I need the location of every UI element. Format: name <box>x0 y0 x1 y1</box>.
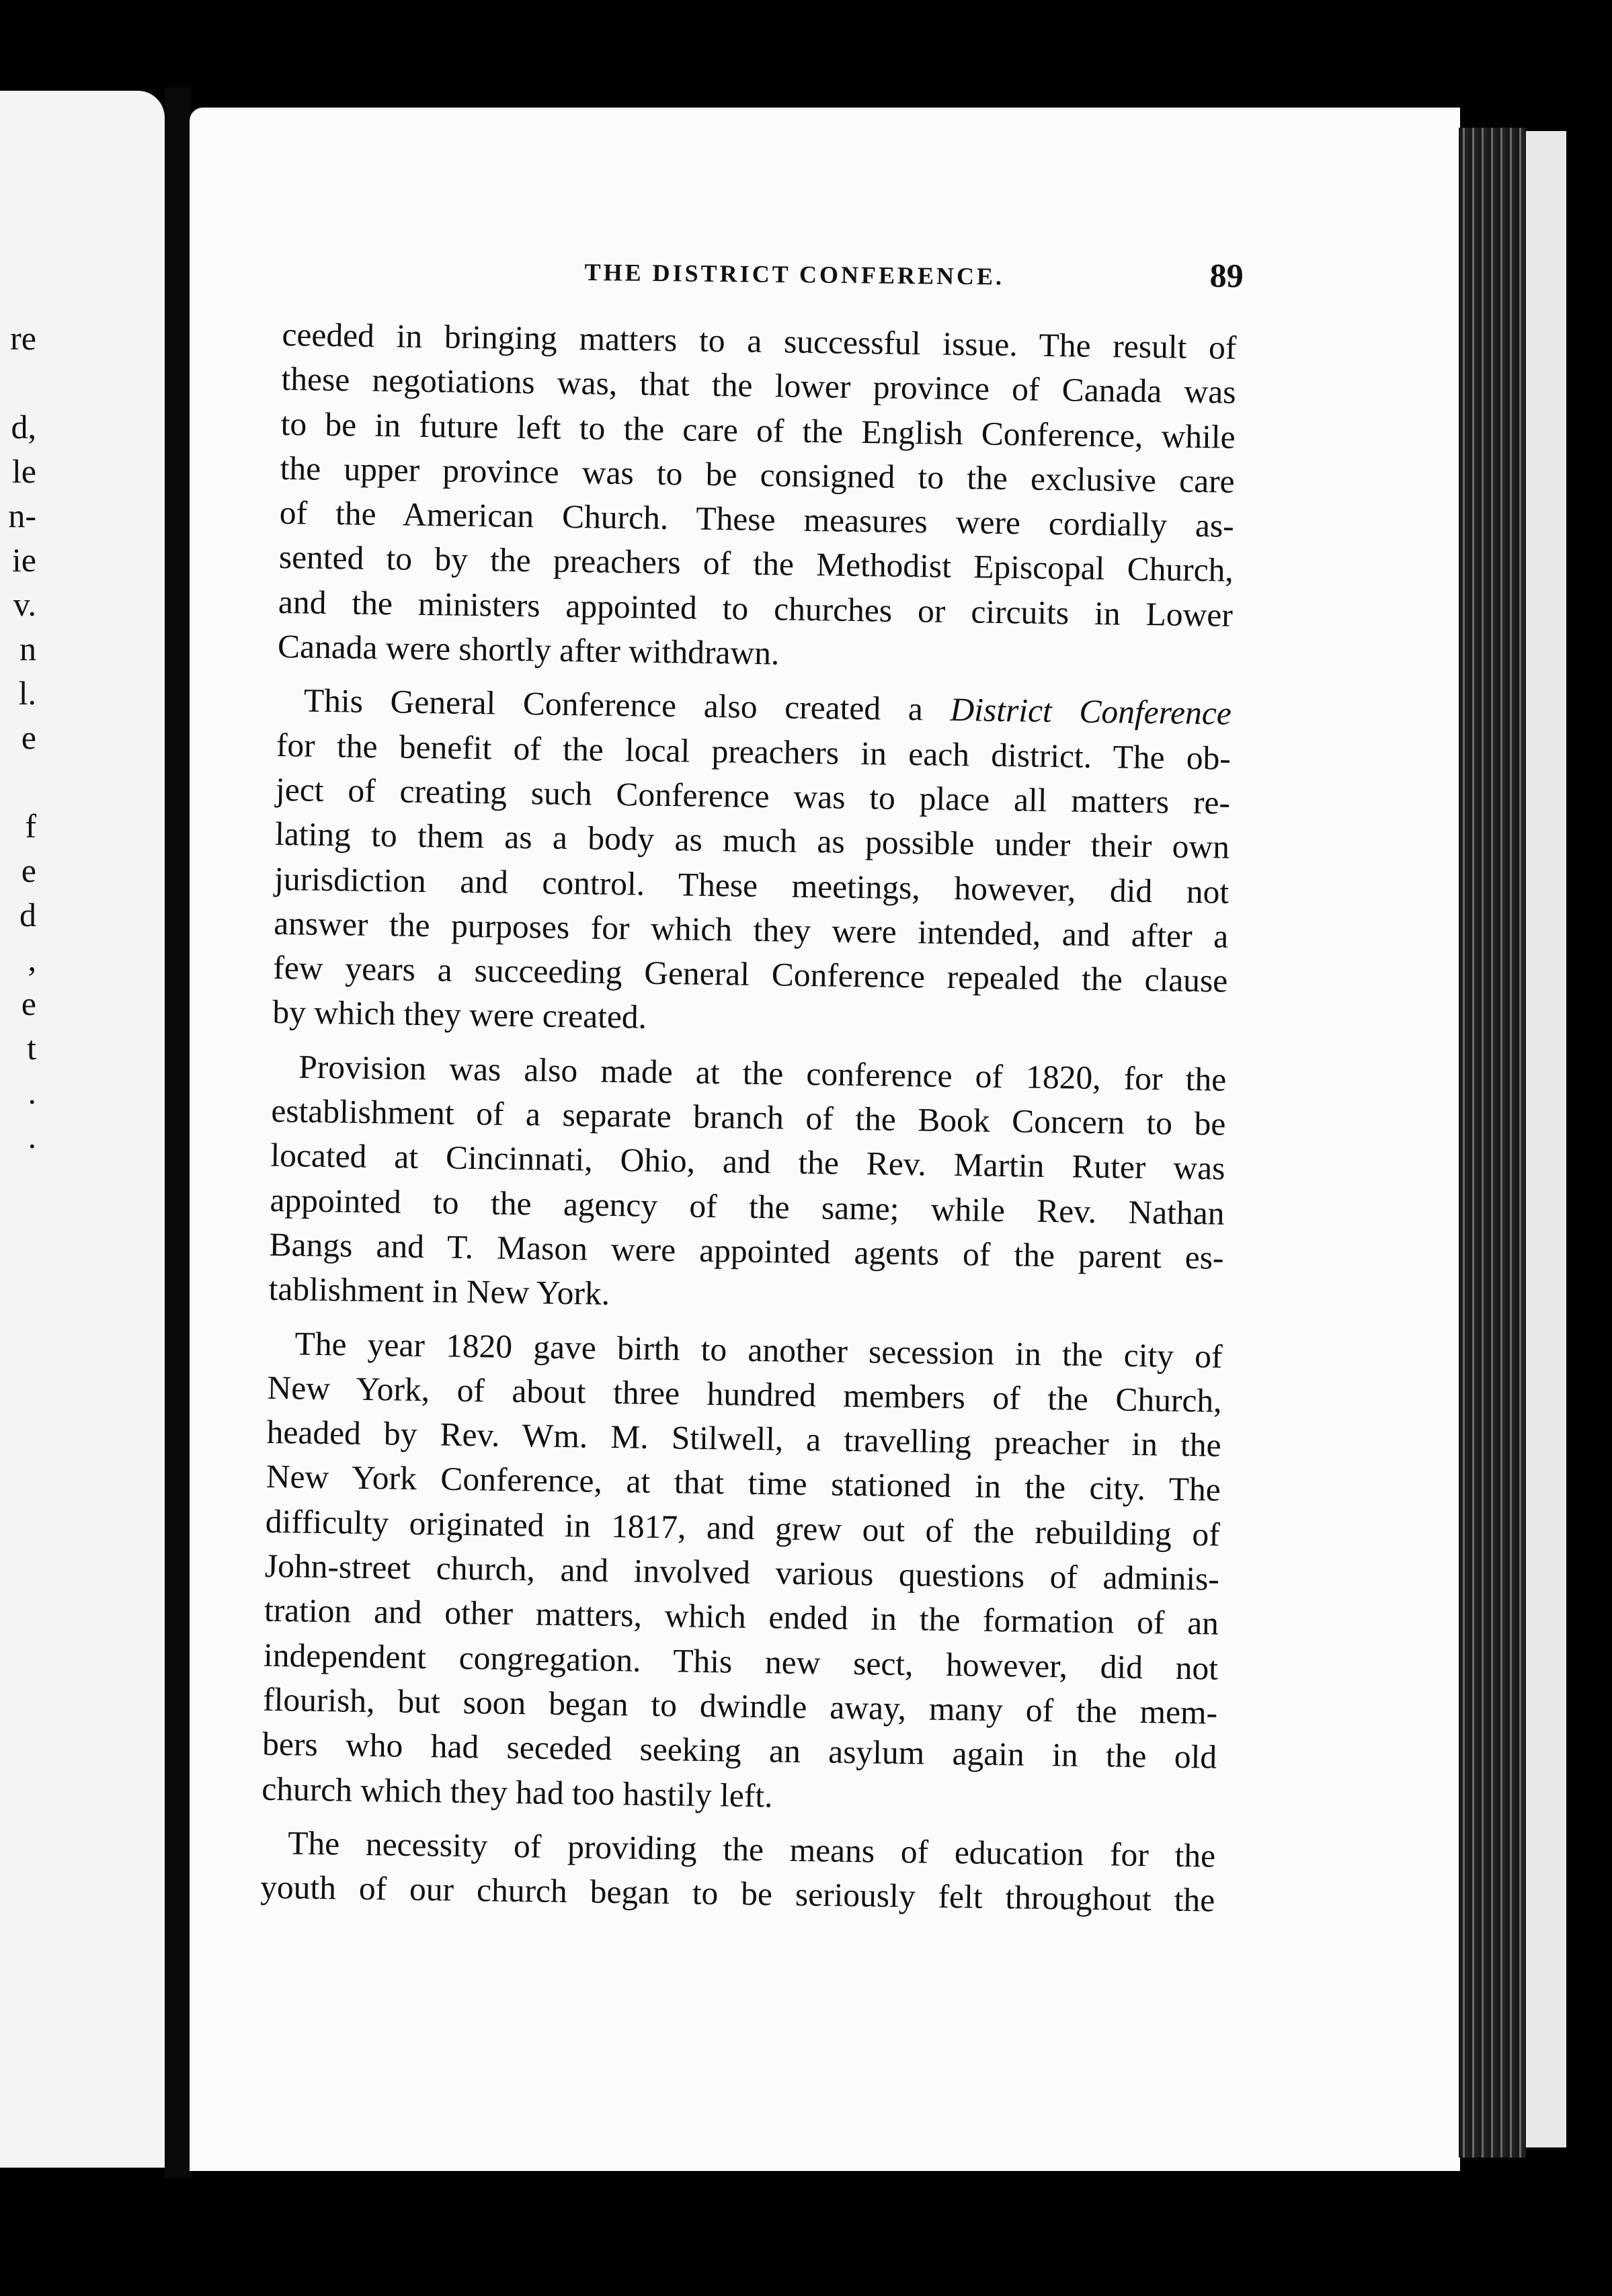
edge-fragment: re <box>10 319 36 357</box>
text-line: The necessity of providing the means of education for the <box>287 1824 1216 1875</box>
text-line: tration and other matters, which ended in the formation of an <box>264 1592 1219 1642</box>
text-line: bers who had seceded seeking an asylum again in the old <box>261 1725 1217 1776</box>
edge-fragment: f <box>25 807 36 845</box>
text-line: difficulty originated in 1817, and grew out of the rebuilding of <box>265 1502 1221 1553</box>
page-edges <box>1459 128 1526 2158</box>
edge-fragment: d <box>19 896 36 934</box>
text-line: New York Conference, at that time stationed in the city. The <box>266 1458 1221 1509</box>
paragraph <box>272 678 1232 1048</box>
edge-fragment: e <box>21 719 36 756</box>
text-line: The year 1820 gave birth to another secession in the city of <box>294 1324 1223 1375</box>
edge-fragment: n- <box>8 497 36 534</box>
edge-fragment: l. <box>18 674 36 712</box>
edge-fragment <box>0 360 36 405</box>
edge-fragment: e <box>21 985 36 1022</box>
text-run: This General Conference also created a <box>303 682 951 729</box>
text-line: New York, of about three hundred members of the Church, <box>267 1368 1222 1420</box>
text-line: few years a succeeding General Conference repealed the clause <box>273 949 1228 999</box>
text-line: for the benefit of the local preachers in each district. The ob- <box>276 726 1232 777</box>
text-line: jurisdiction and control. These meetings, however, did not <box>274 860 1230 911</box>
text-line: answer the purposes for which they were intended, and after a <box>273 904 1229 955</box>
edge-fragment: d, <box>11 408 36 446</box>
text-line: of the American Church. These measures were cordially as- <box>279 494 1235 544</box>
edge-fragment: t <box>27 1029 36 1067</box>
text-line: Provision was also made at the conference of 1820, for the <box>298 1048 1227 1098</box>
edge-fragment: , <box>28 940 36 978</box>
edge-fragment: ie <box>11 541 36 579</box>
paragraph <box>261 1321 1223 1824</box>
text-line: tablishment in New York. <box>268 1270 610 1313</box>
edge-fragment: le <box>11 452 36 490</box>
running-head: THE DISTRICT CONFERENCE. <box>584 258 1005 290</box>
text-line: these negotiations was, that the lower province of Canada was <box>281 360 1236 411</box>
paragraph <box>260 1821 1216 1923</box>
paragraph <box>278 313 1237 682</box>
text-line: youth of our church began to be seriously felt throughout the <box>259 1868 1215 1919</box>
text-line: church which they had too hastily left. <box>261 1770 773 1814</box>
body-text <box>260 313 1237 1932</box>
edge-fragment: . <box>28 1073 36 1111</box>
text-line: Canada were shortly after withdrawn. <box>277 628 780 672</box>
book-gutter <box>165 87 192 2178</box>
edge-fragment: v. <box>13 585 36 623</box>
italic-term: District Conference <box>950 691 1232 733</box>
text-line: to be in future left to the care of the English Conference, while <box>280 405 1236 456</box>
facing-page-text-edge <box>0 316 40 1159</box>
edge-fragment: . <box>28 1118 36 1155</box>
text-line: by which they were created. <box>272 993 647 1036</box>
text-line: Bangs and T. Mason were appointed agents of the parent es- <box>269 1225 1224 1276</box>
text-line: appointed to the agency of the same; while Rev. Nathan <box>270 1181 1225 1232</box>
text-line: headed by Rev. Wm. M. Stilwell, a travelling preacher in the <box>266 1413 1221 1464</box>
text-line: lating to them as a body as much as possible under their own <box>274 815 1230 866</box>
edge-fragment <box>0 760 36 804</box>
text-line: flourish, but soon began to dwindle away, many of the mem- <box>262 1680 1218 1731</box>
text-line: and the ministers appointed to churches or circuits in Lower <box>278 583 1234 634</box>
page-number: 89 <box>1209 256 1244 295</box>
text-line: ceeded in bringing matters to a successful issue. The result of <box>282 315 1237 366</box>
text-line: located at Cincinnati, Ohio, and the Rev. Martin Ruter was <box>270 1137 1225 1188</box>
text-line: the upper province was to be consigned to the exclusive care <box>280 449 1236 500</box>
text-line: ject of creating such Conference was to place all matters re- <box>275 770 1231 821</box>
paragraph <box>268 1044 1226 1325</box>
edge-fragment: n <box>19 630 36 667</box>
text-line: establishment of a separate branch of the Book Concern to be <box>271 1092 1226 1143</box>
text-line: John-street church, and involved various questions of adminis- <box>264 1547 1220 1598</box>
edge-fragment: e <box>21 852 36 889</box>
text-line: independent congregation. This new sect, however, did not <box>263 1636 1219 1687</box>
text-line: sented to by the preachers of the Methodist Episcopal Church, <box>278 538 1234 589</box>
back-cover-edge <box>1526 131 1566 2147</box>
